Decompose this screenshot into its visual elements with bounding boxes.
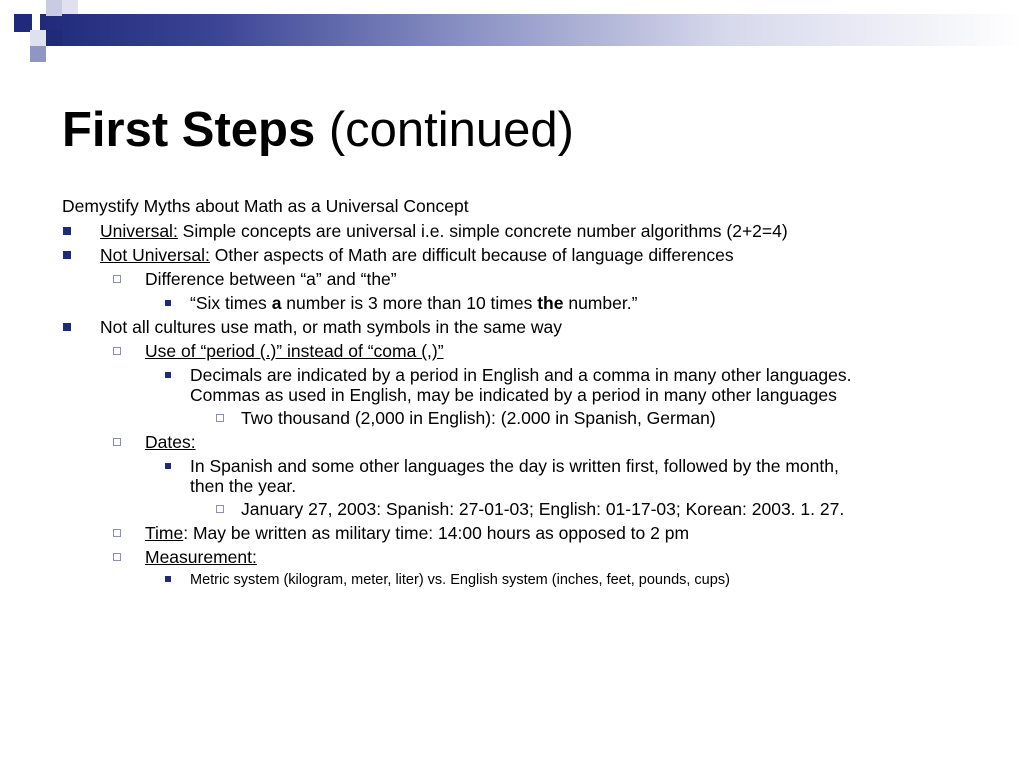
- time-text: : May be written as military time: 14:00 hours as opposed to 2 pm: [183, 523, 690, 543]
- not-universal-label: Not Universal:: [100, 245, 210, 265]
- square-bullet-icon: [63, 251, 71, 259]
- decimals-line-2: Commas as used in English, may be indicated by a period in many other languages: [190, 385, 837, 405]
- square-bullet-icon: [63, 227, 71, 235]
- list-item-decimals: [62, 365, 1010, 405]
- hollow-square-bullet-icon: [216, 414, 224, 422]
- header-gradient-bar: [40, 14, 1024, 46]
- hollow-square-bullet-icon: [113, 438, 121, 446]
- universal-label: Universal:: [100, 221, 178, 241]
- list-item-spanish: [62, 456, 1010, 496]
- spanish-line-2: then the year.: [190, 476, 297, 496]
- not-all-cultures-text: Not all cultures use math, or math symbols in the same way: [100, 317, 562, 337]
- difference-text: Difference between “a” and “the”: [145, 269, 397, 289]
- small-square-bullet-icon: [165, 463, 171, 469]
- list-item-two-thousand: [62, 408, 716, 428]
- six-times-part-3: number.”: [563, 293, 638, 313]
- list-item-january: [62, 499, 844, 519]
- list-item-time: [62, 523, 689, 543]
- six-times-part-2: number is 3 more than 10 times: [281, 293, 538, 313]
- six-times-part-1: “Six times: [190, 293, 272, 313]
- hollow-square-bullet-icon: [113, 347, 121, 355]
- list-item-measurement: [62, 547, 257, 567]
- dates-text: Dates:: [145, 432, 196, 452]
- list-item-universal: [62, 221, 788, 241]
- list-item-period: [62, 341, 444, 361]
- hollow-square-bullet-icon: [216, 505, 224, 513]
- six-times-bold-a: a: [271, 293, 282, 313]
- hollow-square-bullet-icon: [113, 553, 121, 561]
- list-item-not-universal: [62, 245, 734, 265]
- two-thousand-text: Two thousand (2,000 in English): (2.000 in Spanish, German): [241, 408, 716, 428]
- time-label: Time: [145, 523, 184, 543]
- list-item-dates: [62, 432, 196, 452]
- small-square-bullet-icon: [165, 300, 171, 306]
- list-item-metric: [62, 570, 730, 590]
- small-square-bullet-icon: [165, 576, 171, 582]
- square-bullet-icon: [63, 323, 71, 331]
- title-rest: (continued): [315, 103, 574, 157]
- six-times-bold-the: the: [537, 293, 564, 313]
- universal-text: Simple concepts are universal i.e. simple concrete number algorithms (2+2=4): [177, 221, 788, 241]
- decor-square: [46, 0, 62, 16]
- decor-square: [46, 30, 62, 46]
- title-bold: First Steps: [62, 103, 316, 157]
- spanish-line-1: In Spanish and some other languages the day is written first, followed by the month,: [190, 456, 839, 476]
- january-text: January 27, 2003: Spanish: 27-01-03; English: 01-17-03; Korean: 2003. 1. 27.: [241, 499, 845, 519]
- measurement-text: Measurement:: [145, 547, 257, 567]
- decimals-line-1: Decimals are indicated by a period in English and a comma in many other languages.: [190, 365, 852, 385]
- not-universal-text: Other aspects of Math are difficult because of language differences: [209, 245, 734, 265]
- decor-square: [62, 0, 78, 14]
- small-square-bullet-icon: [165, 372, 171, 378]
- intro-text: Demystify Myths about Math as a Universal Concept: [62, 196, 469, 216]
- decor-square: [30, 46, 46, 62]
- list-item-difference: [62, 269, 397, 289]
- list-item-not-all-cultures: [62, 317, 562, 337]
- hollow-square-bullet-icon: [113, 275, 121, 283]
- period-text: Use of “period (.)” instead of “coma (,)”: [145, 341, 444, 361]
- list-item-six-times: [62, 293, 637, 313]
- slide-title: [62, 100, 574, 160]
- intro-line: [62, 196, 469, 216]
- header-decoration: [0, 0, 1024, 62]
- decor-square: [30, 30, 46, 46]
- metric-text: Metric system (kilogram, meter, liter) vs. English system (inches, feet, pounds, cups): [190, 572, 730, 588]
- hollow-square-bullet-icon: [113, 529, 121, 537]
